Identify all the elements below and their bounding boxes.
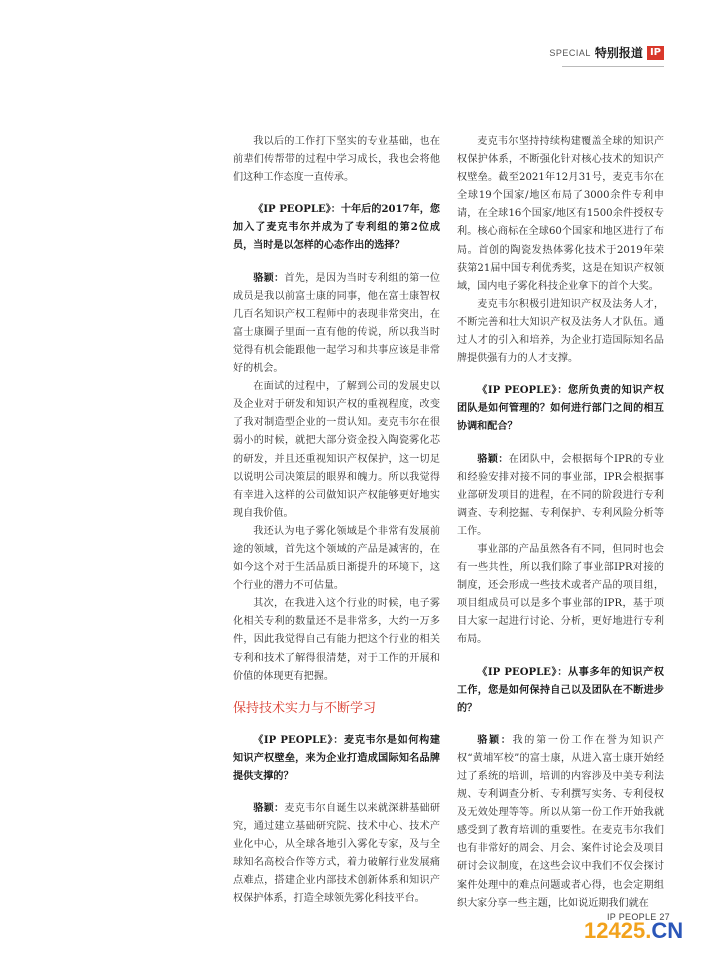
interview-question: 《IP PEOPLE》：十年后的2017年，您加入了麦克韦尔并成为了专利组的第2位成员，当时是以怎样的心态作出的选择？: [233, 204, 440, 252]
paragraph: 在面试的过程中，了解到公司的发展史以及企业对于研发和知识产权的重视程度，改变了我对制造型企业的一贯认知。麦克韦尔在很弱小的时候，就把大部分资金投入陶瓷雾化芯的研发，并且还重视知识产权保护，这一切足以说明公司决策层的眼界和魄力。所以我觉得有幸进入这样的公司做知识产权能够更好地实现自我价值。: [233, 381, 440, 519]
answer-text: 在团队中，会根据每个IPR的专业和经验安排对接不同的事业部，IPR会根据事业部研发项目的进程，在不同的阶段进行专利调查、专利挖掘、专利保护、专利风险分析等工作。: [457, 453, 665, 537]
watermark-dot: .: [645, 918, 652, 943]
speaker-name: 骆颖：: [477, 453, 509, 465]
paragraph: 麦克韦尔积极引进知识产权及法务人才，不断完善和壮大知识产权及法务人才队伍。通过人才的引入和培养，为企业打造国际知名品牌提供强有力的人才支撑。: [457, 298, 664, 365]
watermark-domain: CN: [651, 918, 684, 943]
page-footer: IP PEOPLE 27: [607, 912, 670, 922]
site-watermark: [584, 918, 683, 944]
paragraph: 我以后的工作打下坚实的专业基础，也在前辈们传帮带的过程中学习成长，我也会将他们这种工作态度一直传承。: [233, 136, 440, 184]
header-divider: [562, 66, 664, 67]
answer-text: 我的第一份工作在誉为知识产权“黄埔军校”的富士康，从进入富士康开始经过了系统的培训，培训的内容涉及中美专利法规、专利调查分析、专利撰写实务、专利侵权及无效处理等等。所以从第一份工作开始我就感受到了教育培训的重要性。在麦克韦尔我们也有非常好的周会、月会、案件讨论会及项目研讨会议制度，在这些会议中我们不仅会探讨案件处理中的难点问题或者心得，也会定期组织大家分享一些主题，比如说近期我们就在: [457, 734, 664, 909]
interview-answer: [457, 732, 664, 913]
answer-text: 麦克韦尔自诞生以来就深耕基础研究，通过建立基础研究院、技术中心、技术产业化中心，从全球各地引入雾化专家，及与全球知名高校合作等方式，着力破解行业发展痛点难点，搭建企业内部技术创新体系和知识产权保护体系，打造全球领先雾化科技平台。: [233, 803, 441, 905]
left-column: [233, 133, 440, 909]
interview-answer: [233, 800, 440, 909]
right-column: [457, 133, 664, 913]
speaker-name: 骆颖：: [477, 734, 513, 746]
page-header: [549, 44, 664, 61]
header-special-label: SPECIAL: [549, 47, 591, 58]
paragraph: 其次，在我进入这个行业的时候，电子雾化相关专利的数量还不是非常多，大约一万多件，因此我觉得自己有能力把这个行业的相关专利和技术了解得很清楚，对于工作的开展和价值的体现更有把握。: [233, 598, 440, 682]
section-heading: 保持技术实力与不断学习: [233, 700, 377, 716]
interview-question: 《IP PEOPLE》：从事多年的知识产权工作，您是如何保持自己以及团队在不断进步的？: [457, 666, 664, 714]
interview-answer: [233, 270, 440, 379]
header-section-title: 特别报道: [594, 46, 643, 60]
watermark-number: 12425: [584, 918, 646, 943]
paragraph: 麦克韦尔坚持持续构建覆盖全球的知识产权保护体系，不断强化针对核心技术的知识产权壁垒。截至2021年12月31号，麦克韦尔在全球19个国家/地区布局了3000余件专利申请，在全球16个国家/地区有1500余件授权专利。核心商标在全球60个国家和地区进行了布局。首创的陶瓷发热体雾化技术于2019年荣获第21届中国专利优秀奖，这是在知识产权领域，国内电子雾化科技企业拿下的首个大奖。: [457, 136, 664, 292]
ip-badge: IP: [647, 46, 664, 60]
speaker-name: 骆颖：: [253, 803, 285, 814]
interview-answer: [457, 451, 664, 541]
interview-question: 《IP PEOPLE》：您所负责的知识产权团队是如何管理的？如何进行部门之间的相互协调和配合？: [457, 385, 664, 433]
speaker-name: 骆颖：: [253, 272, 285, 284]
answer-text: 首先，是因为当时专利组的第一位成员是我以前富士康的同事，他在富士康智权几百名知识产权工程师中的表现非常突出，在富士康圈子里面一直有他的传说，所以我当时觉得有机会能跟他一起学习和共事应该是非常好的机会。: [233, 272, 441, 375]
interview-question: 《IP PEOPLE》：麦克韦尔是如何构建知识产权壁垒，来为企业打造成国际知名品牌提供支撑的？: [233, 734, 440, 782]
paragraph: 事业部的产品虽然各有不同，但同时也会有一些共性，所以我们除了事业部IPR对接的制度，还会形成一些技术或者产品的项目组，项目组成员可以是多个事业部的IPR，基于项目大家一起进行讨论、分析，更好地进行专利布局。: [457, 543, 664, 646]
paragraph: 我还认为电子雾化领域是个非常有发展前途的领域，首先这个领域的产品是减害的，在如今这个对于生活品质日渐提升的环境下，这个行业的潜力不可估量。: [233, 525, 440, 592]
